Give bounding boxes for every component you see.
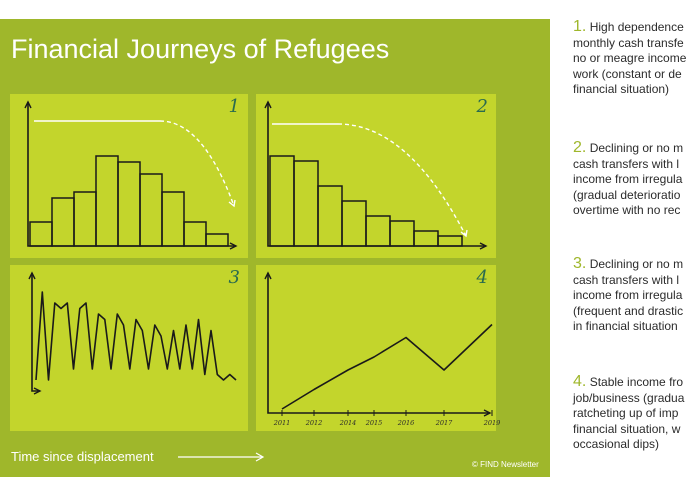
panel-1-bar	[30, 222, 52, 246]
legend-item-1-line-2: monthly cash transfe	[573, 35, 684, 50]
panel-1-trend-dashed	[160, 121, 234, 206]
legend-item-1-line-5: financial situation)	[573, 82, 670, 96]
panel-2-trend-dashed	[338, 124, 466, 236]
panel-4-tick-label: 2012	[305, 419, 323, 427]
legend-item-3-line-3: income from irregula	[573, 288, 683, 302]
panel-1-bar	[184, 222, 206, 246]
legend-item-2	[573, 140, 683, 219]
legend-item-1-line-3: no or meagre income	[573, 51, 687, 65]
copyright-credit: © FIND Newsletter	[472, 460, 539, 469]
panel-4-tick-label: 2015	[365, 419, 383, 427]
legend-item-3-line-4: (frequent and drastic	[573, 303, 684, 318]
chart-title: Financial Journeys of Refugees	[11, 34, 390, 64]
legend-item-2-line-5: overtime with no rec	[573, 203, 681, 217]
panel-1-bar	[118, 162, 140, 246]
panel-2-bar	[270, 156, 294, 246]
legend-item-2-line-3: income from irregula	[573, 172, 683, 186]
panel-4-tick-label: 2016	[397, 419, 415, 427]
panel-1-bar	[162, 192, 184, 246]
panel-2-plot	[256, 94, 496, 258]
legend-item-3-number: 3.	[573, 255, 587, 272]
panel-1-bar	[52, 198, 74, 246]
legend-item-1	[573, 19, 686, 98]
legend-item-4	[573, 374, 684, 453]
panel-3	[10, 265, 248, 431]
panel-4-tick-label: 2017	[435, 419, 453, 427]
legend-item-4-line-1: 4. Stable income fro	[573, 373, 684, 390]
panel-2-bar	[438, 236, 462, 246]
x-axis-arrow-icon	[176, 451, 268, 463]
legend-item-1-line-4: work (constant or de	[573, 66, 682, 81]
legend-item-1-line-1: 1. High dependence	[573, 18, 684, 35]
legend-item-3-line-1: 3. Declining or no m	[573, 255, 684, 272]
legend-item-4-number: 4.	[573, 373, 587, 390]
panel-4-line	[282, 325, 492, 410]
panel-4-tick-label: 2011	[273, 419, 291, 427]
panel-1-plot	[10, 94, 248, 258]
panel-3-line	[36, 292, 236, 380]
legend-item-2-line-4: (gradual deterioratio	[573, 187, 681, 202]
panel-4-number: 4	[476, 267, 488, 288]
panel-1-bar	[74, 192, 96, 246]
panel-4-tick-label: 2014	[339, 419, 357, 427]
legend-item-4-line-2: job/business (gradua	[573, 390, 685, 405]
panel-1-bar	[140, 174, 162, 246]
panel-1	[10, 94, 248, 258]
panel-1-bar	[96, 156, 118, 246]
legend-item-3	[573, 256, 683, 335]
panel-4-tick-label: 2019	[483, 419, 501, 427]
legend-item-4-line-5: occasional dips)	[573, 437, 660, 451]
panel-4-plot	[256, 265, 501, 431]
legend-item-2-line-2: cash transfers with l	[573, 156, 680, 171]
legend-item-4-line-4: financial situation, w	[573, 421, 681, 436]
panel-4	[256, 265, 501, 431]
panel-4-axes	[268, 273, 490, 413]
panel-2-bar	[342, 201, 366, 246]
legend-item-3-line-5: in financial situation	[573, 319, 678, 333]
panel-2-bar	[318, 186, 342, 246]
panel-1-bar	[206, 234, 228, 246]
panel-1-number: 1	[228, 96, 240, 117]
legend-item-2-number: 2.	[573, 139, 587, 156]
x-axis-label: Time since displacement	[11, 449, 154, 464]
panel-1-axes	[28, 102, 236, 246]
legend-item-1-number: 1.	[573, 18, 587, 35]
panel-3-number: 3	[228, 267, 240, 288]
panel-2-bar	[390, 221, 414, 246]
panel-2-bar	[366, 216, 390, 246]
panel-3-plot	[10, 265, 248, 431]
panel-2-number: 2	[476, 96, 488, 117]
legend-item-3-line-2: cash transfers with l	[573, 272, 680, 287]
legend-panel	[573, 19, 700, 489]
panel-2-bar	[414, 231, 438, 246]
legend-item-4-line-3: ratcheting up of imp	[573, 406, 679, 420]
legend-item-2-line-1: 2. Declining or no m	[573, 139, 684, 156]
panel-2-bar	[294, 161, 318, 246]
panel-2	[256, 94, 496, 258]
